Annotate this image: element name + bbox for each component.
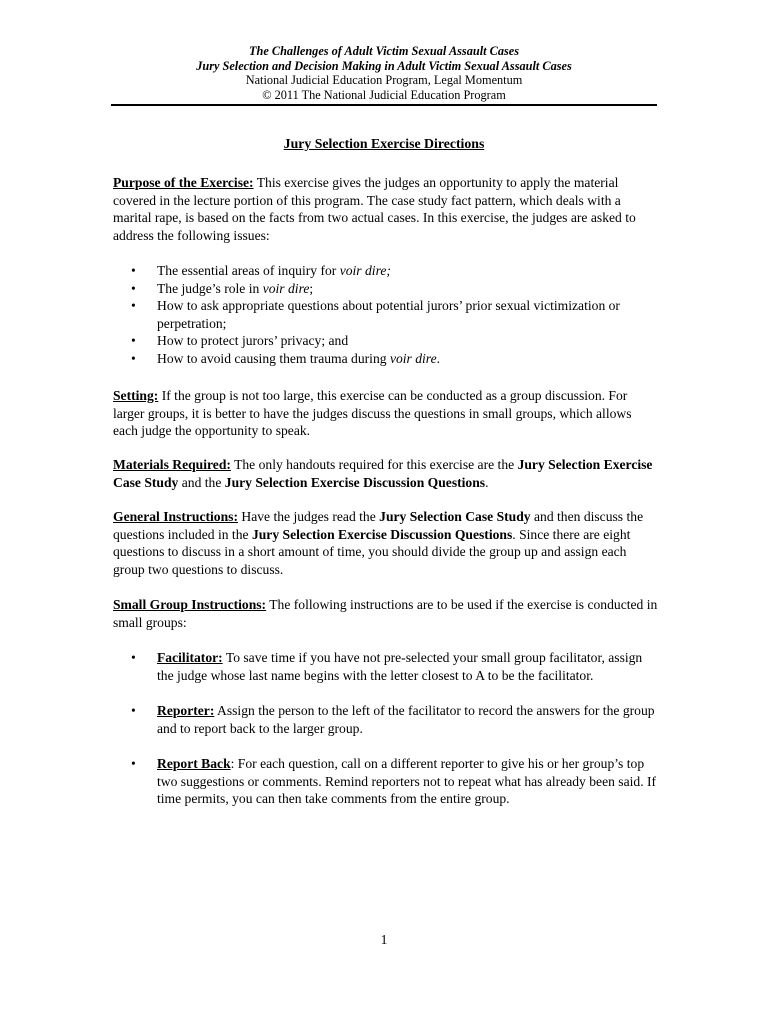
general-text: Have the judges read the: [237, 509, 380, 524]
materials-text: The only handouts required for this exercise are the: [230, 457, 518, 472]
role-reporter: [113, 702, 658, 737]
report-back-text: : For each question, call on a different reporter to give his or her group’s top two suggestions or comments. Remind reporters not to repeat what has already been said. If time permits, you can then take comments from the entire group.: [157, 756, 657, 806]
issue-italic: voir dire: [389, 350, 437, 366]
header-divider: [111, 104, 657, 106]
issue-text: How to protect jurors’ privacy; and: [157, 333, 349, 348]
issue-text: The essential areas of inquiry for: [157, 263, 340, 278]
setting-text: If the group is not too large, this exercise can be conducted as a group discussion. For larger groups, it is better to have the judges discuss the questions in small groups, which allows each judge the opportunity to speak.: [113, 388, 632, 438]
list-item: [113, 350, 658, 368]
issue-italic: voir dire: [262, 280, 310, 296]
reporter-label: Reporter:: [157, 703, 215, 718]
list-item: [113, 262, 658, 280]
discussion-questions-reference: Jury Selection Exercise Discussion Questions: [251, 526, 513, 542]
role-facilitator: [113, 649, 658, 684]
materials-text: and the: [178, 474, 225, 490]
issues-list: [113, 262, 658, 367]
list-item: [113, 332, 658, 350]
issues-list-block: [113, 262, 658, 367]
role-report-back: [113, 755, 658, 808]
reporter-text: Assign the person to the left of the facilitator to record the answers for the group and to report back to the larger group.: [157, 703, 655, 736]
general-instructions-label: General Instructions:: [113, 509, 238, 524]
list-item: [113, 280, 658, 298]
roles-list-block: [113, 649, 658, 808]
header-organization: National Judicial Education Program, Legal Momentum: [245, 73, 523, 87]
issue-text: ;: [309, 280, 314, 296]
roles-list: [113, 649, 658, 808]
page-number: 1: [380, 932, 388, 947]
small-group-paragraph: [113, 596, 658, 631]
case-study-reference: Jury Selection Exercise Case Study: [113, 457, 653, 490]
discussion-questions-reference: Jury Selection Exercise Discussion Questions: [224, 474, 486, 490]
purpose-paragraph: [113, 174, 658, 244]
general-instructions-paragraph: [113, 508, 658, 578]
page-title: Jury Selection Exercise Directions: [283, 136, 485, 151]
purpose-text: This exercise gives the judges an opportunity to apply the material covered in the lecture portion of this program. The case study fact pattern, which deals with a marital rape, is based on the facts from two actual cases. In this exercise, the judges are asked to address the following issues:: [113, 175, 636, 243]
small-group-label: Small Group Instructions:: [113, 597, 267, 612]
setting-label: Setting:: [113, 388, 159, 403]
case-study-reference: Jury Selection Case Study: [379, 509, 531, 524]
small-group-text: The following instructions are to be used if the exercise is conducted in small groups:: [113, 597, 658, 630]
issue-italic: voir dire;: [339, 263, 391, 278]
header-copyright: © 2011 The National Judicial Education Program: [262, 87, 506, 102]
general-text: . Since there are eight questions to discuss in a short amount of time, you should divide the group up and assign each group two questions to discuss.: [113, 526, 631, 577]
issue-text: The judge’s role in: [157, 280, 263, 296]
materials-paragraph: [113, 456, 658, 491]
facilitator-label: Facilitator:: [157, 650, 223, 665]
issue-text: How to ask appropriate questions about potential jurors’ prior sexual victimization or perpetration;: [157, 298, 620, 331]
materials-label: Materials Required:: [113, 457, 231, 472]
purpose-label: Purpose of the Exercise:: [113, 175, 254, 190]
document-header: [100, 44, 668, 102]
list-item: [113, 297, 658, 332]
report-back-label: Report Back: [157, 756, 231, 771]
general-text: and then discuss the questions included in the: [113, 509, 644, 542]
issue-text: .: [436, 350, 441, 366]
materials-text: .: [485, 474, 489, 490]
header-module-title: Jury Selection and Decision Making in Adult Victim Sexual Assault Cases: [196, 58, 572, 73]
issue-text: How to avoid causing them trauma during: [157, 350, 390, 366]
header-series-title: The Challenges of Adult Victim Sexual Assault Cases: [248, 44, 519, 58]
setting-paragraph: [113, 387, 658, 440]
facilitator-text: To save time if you have not pre-selected your small group facilitator, assign the judge whose last name begins with the letter closest to A to be the facilitator.: [157, 650, 643, 683]
